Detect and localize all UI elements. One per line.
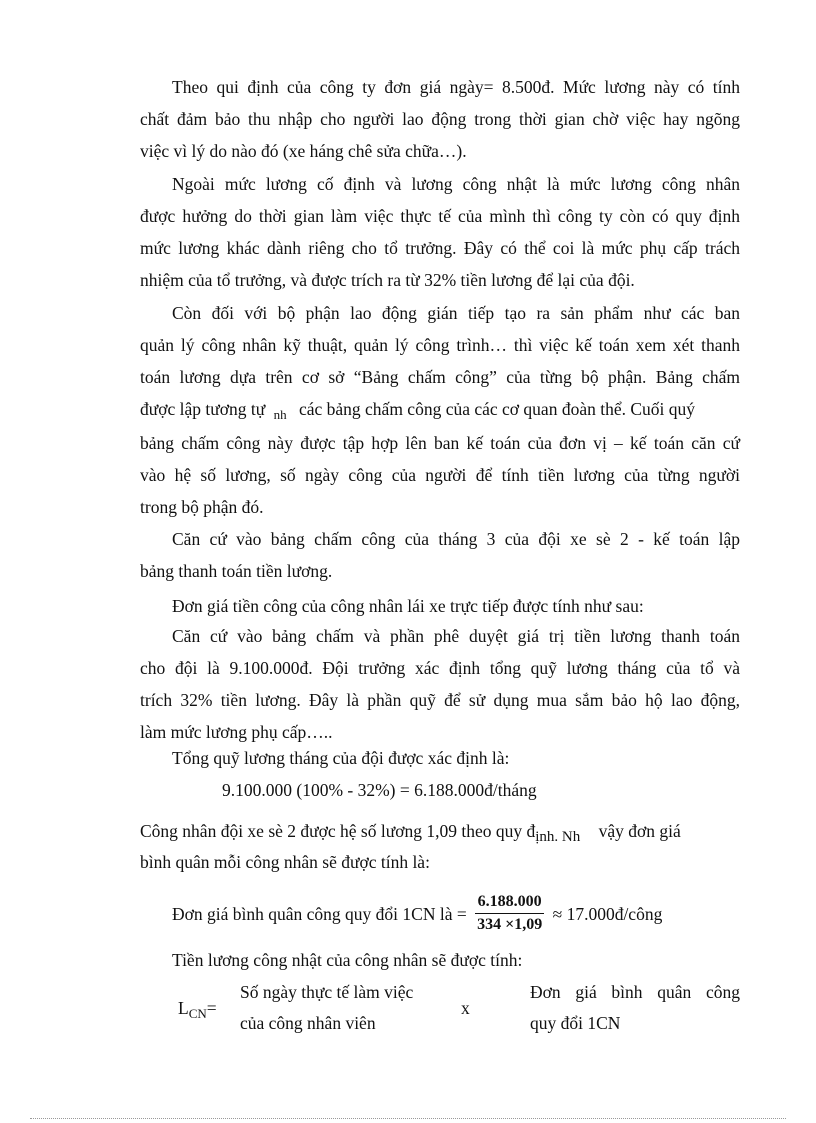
- text-fragment: được lập tương tự: [140, 399, 266, 419]
- text-line: mức lương khác dành riêng cho tổ trưởng. Đây có thể coi là mức phụ cấp trách: [140, 238, 740, 258]
- text-line: nhiệm của tổ trưởng, và được trích ra từ 32% tiền lương để lại của đội.: [140, 270, 635, 290]
- text-line: làm mức lương phụ cấp…..: [140, 722, 333, 742]
- text-line: Còn đối với bộ phận lao động gián tiếp tạo ra sản phẩm như các ban: [172, 303, 740, 323]
- formula-symbol: L: [178, 998, 189, 1018]
- formula-right-term-1: Đơn giá bình quân công: [530, 982, 740, 1002]
- formula-prefix: Đơn giá bình quân công quy đổi 1CN là =: [172, 903, 467, 924]
- formula-average-rate: [172, 886, 662, 938]
- paragraph-10: Tiền lương công nhật của công nhân sẽ được tính:: [172, 950, 523, 970]
- paragraph-6: [140, 620, 740, 748]
- text-line: trong bộ phận đó.: [140, 497, 264, 517]
- formula-left-term-1: Số ngày thực tế làm việc: [240, 982, 414, 1002]
- text-line: Ngoài mức lương cố định và lương công nhật là mức lương công nhân: [172, 174, 740, 194]
- paragraph-9-line-1: [140, 819, 681, 845]
- text-line: toán lương dựa trên cơ sở “Bảng chấm công” của từng bộ phận. Bảng chấm: [140, 367, 740, 387]
- page-bottom-divider: [30, 1118, 786, 1119]
- text-line: chất đảm bảo thu nhập cho người lao động trong thời gian chờ việc hay ngõng: [140, 109, 740, 129]
- text-line: bảng thanh toán tiền lương.: [140, 561, 333, 581]
- calculation-line: 9.100.000 (100% - 32%) = 6.188.000đ/tháng: [222, 780, 537, 800]
- text-fragment: ịnh. Nh: [535, 829, 581, 845]
- fraction-denominator: 334 ×1,09: [477, 916, 543, 934]
- text-line-split: [140, 393, 740, 427]
- text-fragment-nh: nh: [273, 407, 287, 422]
- text-fragment: vậy đơn giá: [598, 821, 681, 841]
- text-line: cho đội là 9.100.000đ. Đội trưởng xác định tổng quỹ lương tháng của tổ và: [140, 658, 740, 678]
- paragraph-4: [140, 523, 740, 587]
- paragraph-2: [140, 168, 740, 296]
- formula-multiply: x: [461, 998, 470, 1018]
- text-line: vào hệ số lương, số ngày công của người để tính tiền lương của từng người: [140, 465, 740, 485]
- paragraph-9-line-2: bình quân mỗi công nhân sẽ được tính là:: [140, 852, 430, 872]
- paragraph-5: Đơn giá tiền công của công nhân lái xe trực tiếp được tính như sau:: [172, 596, 644, 616]
- text-fragment: Công nhân đội xe sè 2 được hệ số lương 1,09 theo quy đ: [140, 821, 536, 841]
- formula-result: ≈ 17.000đ/công: [552, 903, 663, 924]
- text-line: Căn cứ vào bảng chấm và phần phê duyệt giá trị tiền lương thanh toán: [172, 626, 740, 646]
- paragraph-3: [140, 297, 740, 523]
- formula-right-term-2: quy đổi 1CN: [530, 1013, 621, 1033]
- paragraph-7: Tổng quỹ lương tháng của đội được xác định là:: [172, 748, 510, 768]
- text-line: quản lý công nhân kỹ thuật, quản lý công trình… thì việc kế toán xem xét thanh: [140, 335, 740, 355]
- text-fragment: các bảng chấm công của các cơ quan đoàn thể. Cuối quý: [298, 399, 696, 419]
- formula-fraction: [475, 891, 544, 936]
- fraction-numerator: 6.188.000: [475, 891, 544, 914]
- formula-subscript: CN: [188, 1006, 207, 1021]
- text-line: trích 32% tiền lương. Đây là phần quỹ để sử dụng mua sắm bảo hộ lao động,: [140, 690, 740, 710]
- text-line: Căn cứ vào bảng chấm công của tháng 3 của đội xe sè 2 - kế toán lập: [172, 529, 740, 549]
- formula-lcn-lhs: [178, 996, 217, 1022]
- text-line: việc vì lý do nào đó (xe háng chê sửa chữa…).: [140, 141, 467, 161]
- text-line: Theo qui định của công ty đơn giá ngày= 8.500đ. Mức lương này có tính: [172, 77, 740, 97]
- formula-equals: =: [206, 998, 217, 1018]
- text-line: được hưởng do thời gian làm việc thực tế của mình thì công ty còn có quy định: [140, 206, 740, 226]
- formula-left-term-2: của công nhân viên: [240, 1013, 376, 1033]
- paragraph-1: [140, 71, 740, 167]
- text-line: bảng chấm công này được tập hợp lên ban kế toán của đơn vị – kế toán căn cứ: [140, 433, 740, 453]
